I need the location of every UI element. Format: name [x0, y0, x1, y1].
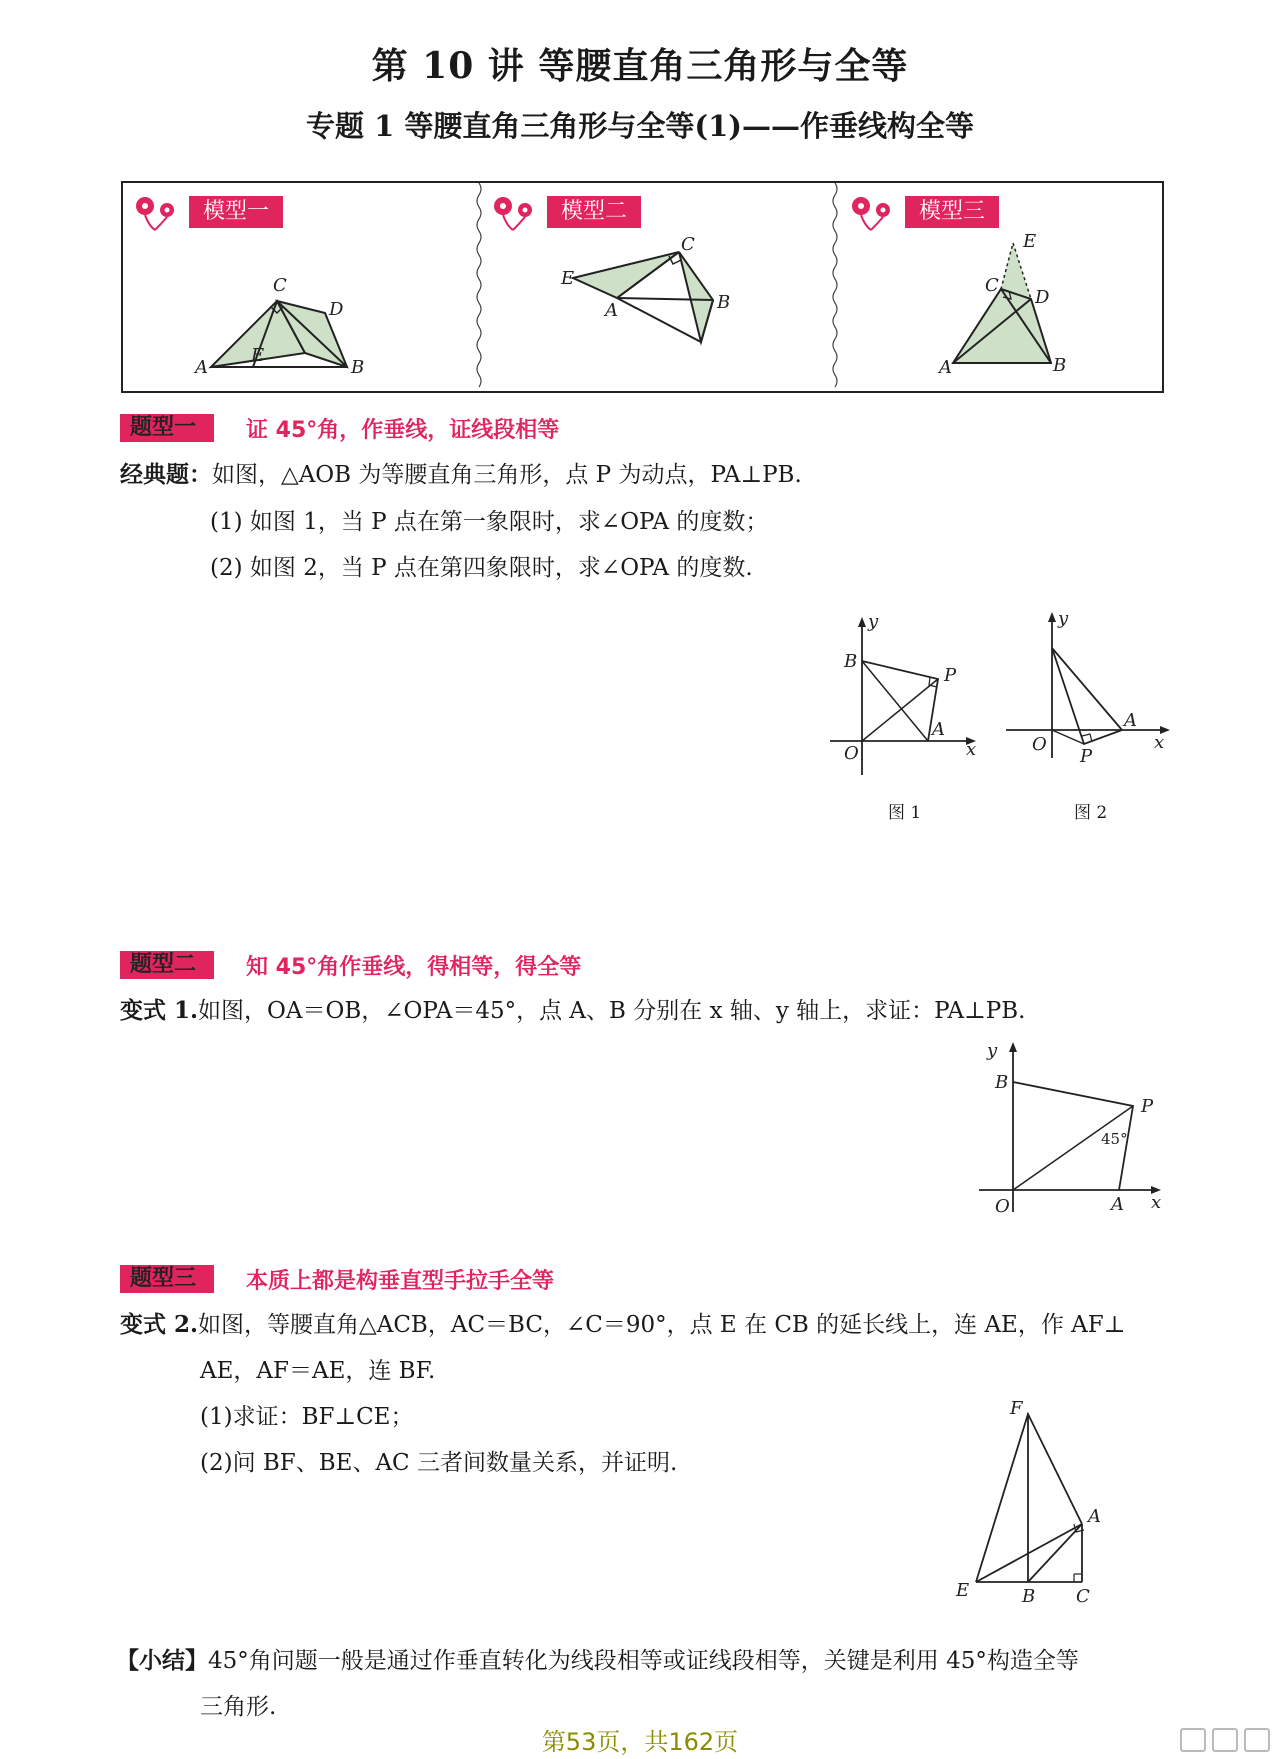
type-1-label: 题型一: [120, 414, 214, 442]
model-1-label: C: [273, 275, 287, 296]
summary-label: 【小结】: [116, 1647, 208, 1674]
fig1-label: y: [868, 611, 879, 632]
model-2-badge: 模型二: [547, 196, 641, 228]
separator-wave: [831, 183, 839, 391]
variant-1-text: 如图，OA＝OB，∠OPA＝45°，点 A、B 分别在 x 轴、y 轴上，求证：PA⊥PB.: [198, 998, 1026, 1024]
figure-1: [820, 611, 995, 780]
figure-2-caption: 图 2: [1074, 803, 1108, 823]
fig1-label: O: [844, 743, 859, 764]
model-1-label: A: [195, 357, 208, 378]
summary: [116, 1646, 1079, 1676]
lecture-title: 第 10 讲 等腰直角三角形与全等: [371, 45, 909, 87]
model-3-badge: 模型三: [905, 196, 999, 228]
type-2-label: 题型二: [120, 951, 214, 979]
separator-wave: [475, 183, 483, 391]
fig1-label: x: [966, 739, 977, 760]
figure-1-caption: 图 1: [888, 803, 922, 823]
model-2-label: C: [681, 234, 695, 255]
variant-2-fig-label: C: [1076, 1586, 1090, 1607]
model-1-head: [131, 197, 283, 227]
variant-1-label: 变式 1.: [120, 997, 199, 1024]
figure-2: [1000, 608, 1175, 773]
model-3-label: E: [1023, 231, 1037, 252]
topic-title: 专题 1 等腰直角三角形与全等(1)——作垂线构全等: [306, 109, 974, 143]
variant-2-fig-label: A: [1088, 1506, 1101, 1527]
model-2-label: A: [605, 300, 618, 321]
flower-icon: [489, 192, 541, 232]
reader-toolbar[interactable]: [1180, 1728, 1270, 1752]
variant-1-fig-label: O: [995, 1196, 1010, 1217]
model-2-label: B: [717, 292, 731, 313]
type-3-label: 题型三: [120, 1265, 214, 1293]
page-indicator: 第53页，共162页: [541, 1728, 739, 1756]
variant-1-fig-label: B: [995, 1072, 1009, 1093]
double-page-icon[interactable]: [1212, 1728, 1238, 1752]
type-2-title: 知 45°角作垂线，得相等，得全等: [246, 954, 582, 980]
model-3-label: B: [1053, 355, 1067, 376]
variant-2-fig-label: F: [1010, 1398, 1023, 1419]
variant-1-fig-label: 45°: [1101, 1130, 1128, 1148]
summary-line-2: 三角形.: [200, 1694, 277, 1720]
model-3-figure: [923, 231, 1123, 376]
classic-problem: [120, 460, 802, 490]
models-box: [121, 181, 1164, 393]
problem-text: 如图，△AOB 为等腰直角三角形，点 P 为动点，PA⊥PB.: [212, 462, 802, 488]
variant-2-label: 变式 2.: [120, 1311, 199, 1338]
flower-icon: [131, 192, 183, 232]
variant-2-line-2: AE，AF＝AE，连 BF.: [200, 1358, 436, 1384]
variant-2-line-1: 如图，等腰直角△ACB，AC＝BC，∠C＝90°，点 E 在 CB 的延长线上，连 AE，作 AF⊥: [198, 1312, 1126, 1338]
menu-icon[interactable]: [1244, 1728, 1270, 1752]
model-2-figure: [561, 234, 783, 373]
fig2-label: y: [1058, 608, 1069, 629]
single-page-icon[interactable]: [1180, 1728, 1206, 1752]
model-3-head: [847, 197, 999, 227]
summary-line-1: 45°角问题一般是通过作垂直转化为线段相等或证线段相等，关键是利用 45°构造全等: [208, 1648, 1079, 1674]
problem-label: 经典题：: [120, 461, 212, 488]
model-2-head: [489, 197, 641, 227]
variant-1-figure: [975, 1040, 1175, 1220]
fig2-label: P: [1080, 746, 1093, 767]
variant-2-problem: [120, 1310, 1125, 1340]
model-3-label: C: [985, 275, 999, 296]
fig2-label: O: [1032, 734, 1047, 755]
question-2: (2) 如图 2，当 P 点在第四象限时，求∠OPA 的度数.: [210, 555, 753, 581]
type-2-heading: [120, 950, 581, 980]
fig2-label: A: [1124, 710, 1137, 731]
model-1-label: E: [251, 345, 265, 366]
model-1-label: B: [351, 357, 365, 378]
model-1-badge: 模型一: [189, 196, 283, 228]
model-2-label: E: [561, 268, 575, 289]
type-3-title: 本质上都是构垂直型手拉手全等: [246, 1268, 555, 1294]
variant-2-question-2: (2)问 BF、BE、AC 三者间数量关系，并证明.: [200, 1450, 678, 1476]
question-1: (1) 如图 1，当 P 点在第一象限时，求∠OPA 的度数；: [210, 509, 769, 535]
flower-icon: [847, 192, 899, 232]
fig1-label: A: [932, 719, 945, 740]
model-1-label: D: [329, 299, 344, 320]
type-1-heading: [120, 413, 559, 443]
fig1-label: P: [944, 665, 957, 686]
variant-1-fig-label: P: [1141, 1096, 1154, 1117]
type-3-heading: [120, 1264, 554, 1294]
model-3-label: D: [1035, 287, 1050, 308]
variant-2-question-1: (1)求证：BF⊥CE；: [200, 1404, 414, 1430]
variant-1-fig-label: y: [987, 1040, 998, 1061]
type-1-title: 证 45°角，作垂线，证线段相等: [246, 417, 560, 443]
variant-1-fig-label: x: [1151, 1192, 1162, 1213]
variant-2-figure: [950, 1400, 1120, 1610]
variant-1-problem: [120, 996, 1025, 1026]
model-1-figure: [193, 243, 413, 378]
fig1-label: B: [844, 651, 858, 672]
variant-2-fig-label: E: [956, 1580, 970, 1601]
variant-1-fig-label: A: [1111, 1194, 1124, 1215]
variant-2-fig-label: B: [1022, 1586, 1036, 1607]
model-3-label: A: [939, 357, 952, 378]
fig2-label: x: [1154, 732, 1165, 753]
